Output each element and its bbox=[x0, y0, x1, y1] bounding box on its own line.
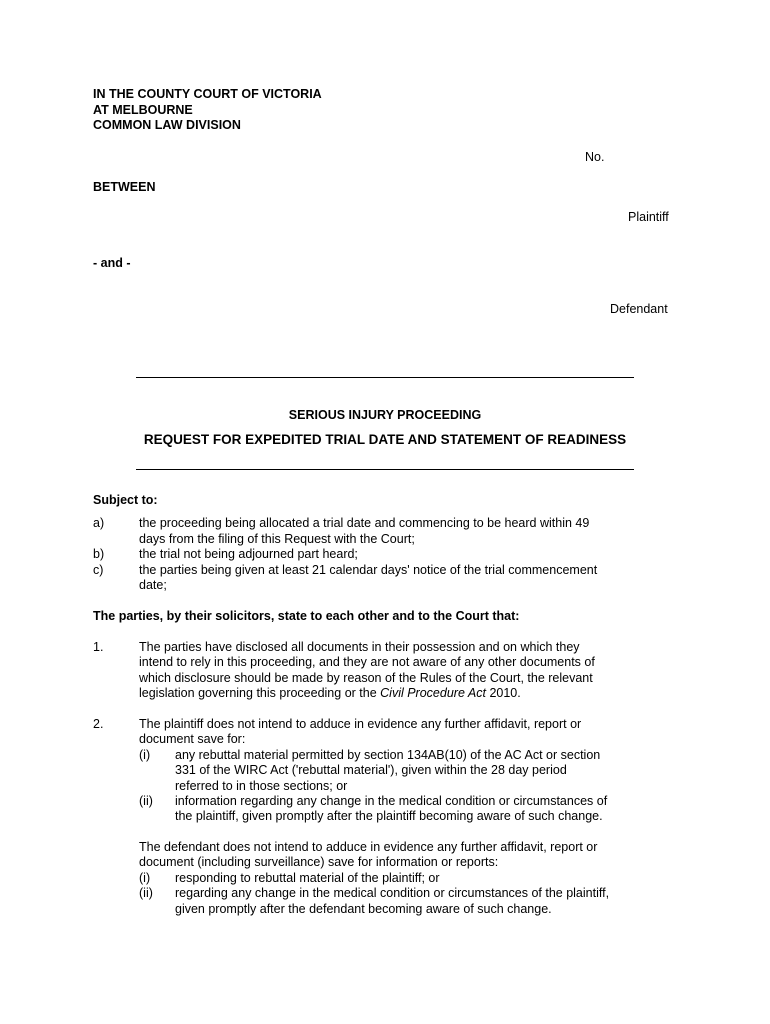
paragraph-marker: 1. bbox=[93, 640, 104, 654]
subitem-line: responding to rebuttal material of the plaintiff; or bbox=[175, 871, 440, 885]
court-division: COMMON LAW DIVISION bbox=[93, 118, 241, 132]
subitem-marker: (ii) bbox=[139, 794, 153, 808]
subitem-marker: (ii) bbox=[139, 886, 153, 900]
subject-item-line: the proceeding being allocated a trial date and commencing to be heard within 49 bbox=[139, 516, 590, 530]
paragraph-line: intend to rely in this proceeding, and they are not aware of any other documents of bbox=[139, 655, 595, 669]
paragraph-marker: 2. bbox=[93, 717, 104, 731]
subject-item-marker: b) bbox=[93, 547, 105, 561]
and-label: - and - bbox=[93, 256, 131, 270]
paragraph-line: which disclosure should be made by reason of the Rules of the Court, the relevant bbox=[139, 671, 593, 685]
defendant-paragraph-line: document (including surveillance) save for information or reports: bbox=[139, 855, 499, 869]
parties-statement: The parties, by their solicitors, state to each other and to the Court that: bbox=[93, 609, 520, 623]
paragraph-line: The parties have disclosed all documents in their possession and on which they bbox=[139, 640, 580, 654]
subject-item-line: days from the filing of this Request with the Court; bbox=[139, 532, 415, 546]
defendant-paragraph-line: The defendant does not intend to adduce in evidence any further affidavit, report or bbox=[139, 840, 598, 854]
subject-to-heading: Subject to: bbox=[93, 493, 158, 507]
paragraph-line: The plaintiff does not intend to adduce in evidence any further affidavit, report or bbox=[139, 717, 582, 731]
subitem-line: 331 of the WIRC Act ('rebuttal material'), given within the 28 day period bbox=[175, 763, 567, 777]
act-title: Civil Procedure Act bbox=[380, 686, 486, 700]
defendant-label: Defendant bbox=[610, 302, 668, 316]
divider-top bbox=[136, 377, 634, 378]
subitem-line: given promptly after the defendant becoming aware of such change. bbox=[175, 902, 552, 916]
subitem-line: referred to in those sections; or bbox=[175, 779, 348, 793]
paragraph-line-text: legislation governing this proceeding or the bbox=[139, 686, 381, 700]
between-label: BETWEEN bbox=[93, 180, 156, 194]
subitem-line: information regarding any change in the medical condition or circumstances of bbox=[175, 794, 608, 808]
divider-bottom bbox=[136, 469, 634, 470]
case-number-label: No. bbox=[585, 150, 605, 164]
subitem-marker: (i) bbox=[139, 748, 151, 762]
subitem-line: any rebuttal material permitted by section 134AB(10) of the AC Act or section bbox=[175, 748, 601, 762]
subitem-line: regarding any change in the medical condition or circumstances of the plaintiff, bbox=[175, 886, 610, 900]
subject-item-marker: c) bbox=[93, 563, 104, 577]
subject-item-line: the trial not being adjourned part heard; bbox=[139, 547, 358, 561]
proceeding-title: SERIOUS INJURY PROCEEDING bbox=[288, 408, 482, 422]
court-location: AT MELBOURNE bbox=[93, 103, 193, 117]
court-name: IN THE COUNTY COURT OF VICTORIA bbox=[93, 87, 322, 101]
subject-item-marker: a) bbox=[93, 516, 105, 530]
subject-item-line: date; bbox=[139, 578, 167, 592]
paragraph-line: document save for: bbox=[139, 732, 246, 746]
subject-item-line: the parties being given at least 21 calendar days' notice of the trial commencement bbox=[139, 563, 598, 577]
paragraph-line bbox=[139, 686, 521, 702]
plaintiff-label: Plaintiff bbox=[628, 210, 669, 224]
request-title: REQUEST FOR EXPEDITED TRIAL DATE AND STATEMENT OF READINESS bbox=[143, 432, 627, 447]
subitem-marker: (i) bbox=[139, 871, 151, 885]
paragraph-line-text: 2010. bbox=[485, 686, 521, 700]
subitem-line: the plaintiff, given promptly after the plaintiff becoming aware of such change. bbox=[175, 809, 603, 823]
